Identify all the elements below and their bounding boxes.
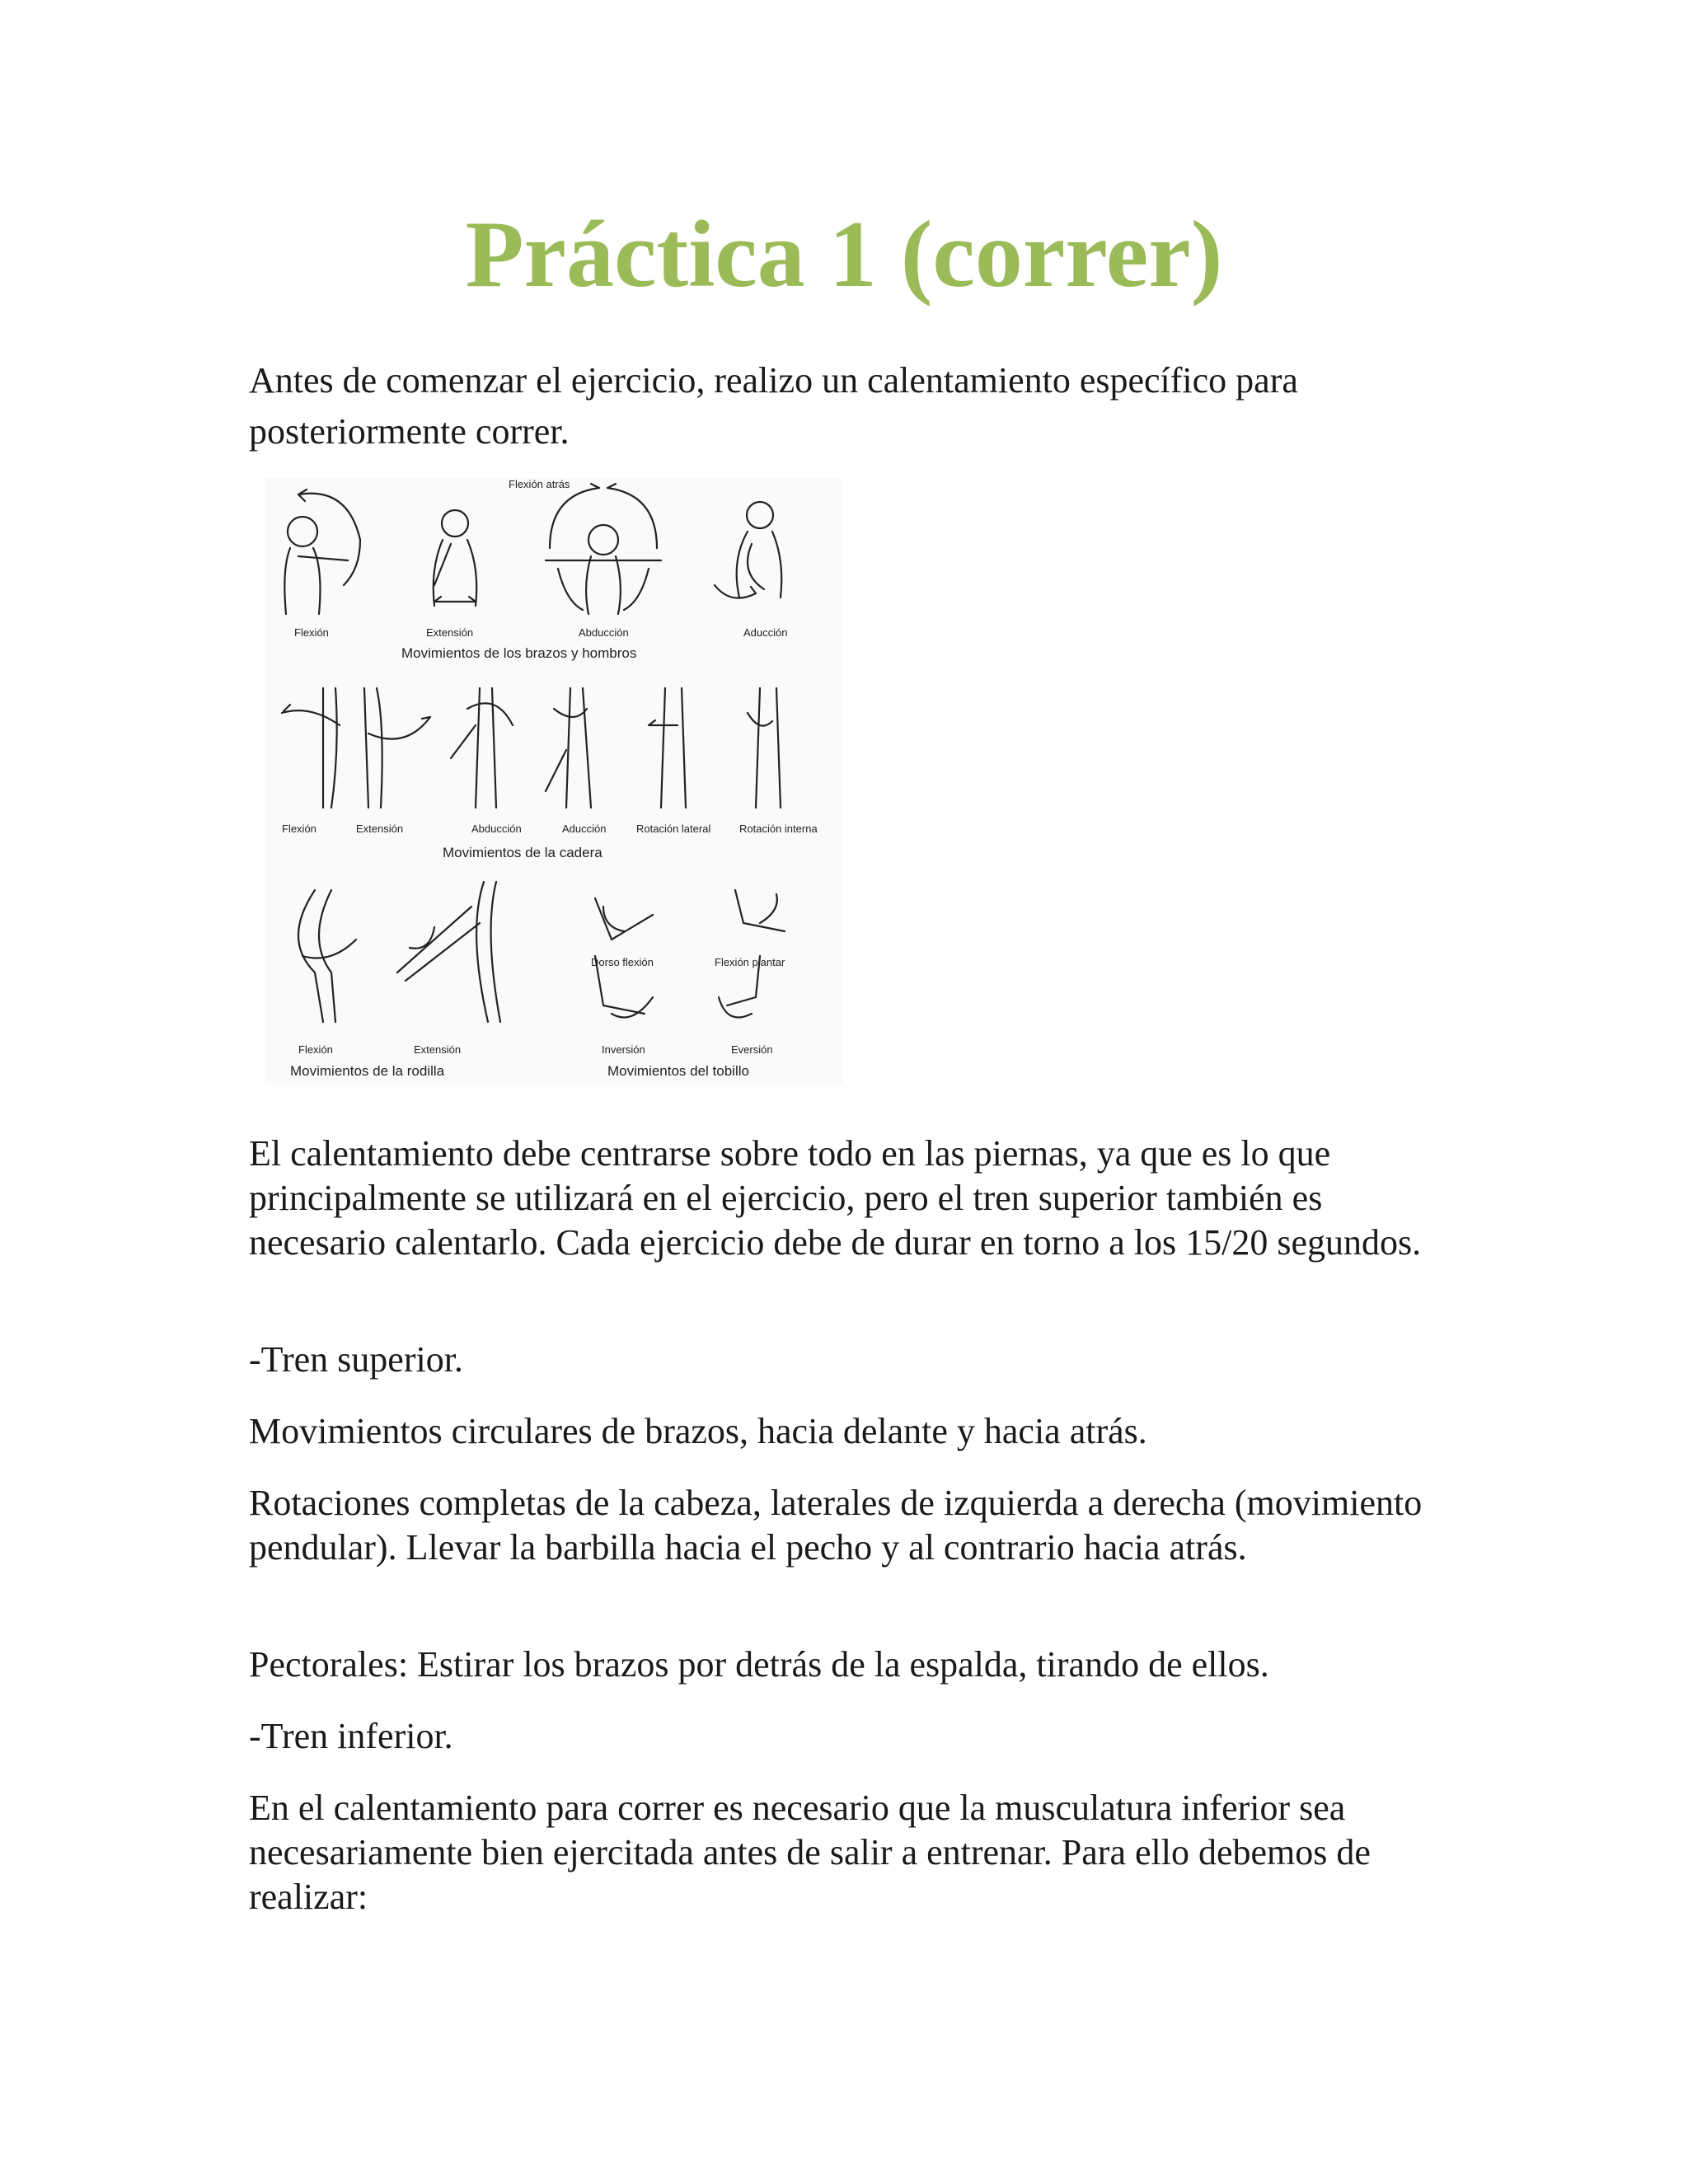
ankle-label-2: Flexión plantar (715, 956, 785, 968)
ankle-label-1: Dorso flexión (591, 956, 654, 968)
section-heading-upper: -Tren superior. (249, 1339, 463, 1380)
body-paragraph-3: Rotaciones completas de la cabeza, laterales de izquierda a derecha (movimiento pendular). Llevar la barbilla hacia el pecho y al contrario hacia atrás. (249, 1483, 1423, 1568)
hip-caption: Movimientos de la cadera (443, 845, 603, 860)
arm-label-3: Abducción (579, 626, 629, 639)
hip-label-5: Rotación lateral (636, 823, 711, 835)
section-heading-lower: -Tren inferior. (249, 1716, 453, 1756)
hip-label-3: Abducción (471, 823, 522, 835)
hip-label-1: Flexión (282, 823, 316, 835)
body-paragraph-4: Pectorales: Estirar los brazos por detrás de la espalda, tirando de ellos. (249, 1644, 1269, 1685)
intro-line-1: Antes de comenzar el ejercicio, realizo un calentamiento específico para (249, 360, 1298, 401)
arm-label-2: Extensión (426, 626, 474, 639)
arm-caption: Movimientos de los brazos y hombros (401, 645, 637, 661)
hip-label-2: Extensión (356, 823, 404, 835)
ankle-label-4: Eversión (731, 1043, 773, 1056)
knee-label-1: Flexión (298, 1043, 333, 1056)
body-paragraph-1: El calentamiento debe centrarse sobre todo en las piernas, ya que es lo que principalmente se utilizará en el ejercicio, pero el tren superior también es necesario calentarlo. Cada ejercicio debe de durar en torno a los 15/20 segundos. (249, 1133, 1422, 1263)
warmup-movements-figure (265, 478, 842, 1084)
hip-label-6: Rotación interna (739, 823, 818, 835)
body-paragraph-2: Movimientos circulares de brazos, hacia delante y hacia atrás. (249, 1411, 1147, 1451)
intro-line-2: posteriormente correr. (249, 411, 570, 452)
knee-label-2: Extensión (414, 1043, 462, 1056)
ankle-label-3: Inversión (602, 1043, 645, 1056)
hip-label-4: Aducción (562, 823, 607, 835)
body-paragraph-5: En el calentamiento para correr es necesario que la musculatura inferior sea necesariamente bien ejercitada antes de salir a entrenar. Para ello debemos de realizar: (249, 1788, 1371, 1917)
arm-top-label: Flexión atrás (509, 478, 570, 490)
page-title: Práctica 1 (correr) (465, 202, 1223, 307)
knee-caption: Movimientos de la rodilla (290, 1063, 445, 1079)
ankle-caption: Movimientos del tobillo (607, 1063, 749, 1079)
arm-label-4: Aducción (743, 626, 788, 639)
arm-label-1: Flexión (294, 626, 329, 639)
